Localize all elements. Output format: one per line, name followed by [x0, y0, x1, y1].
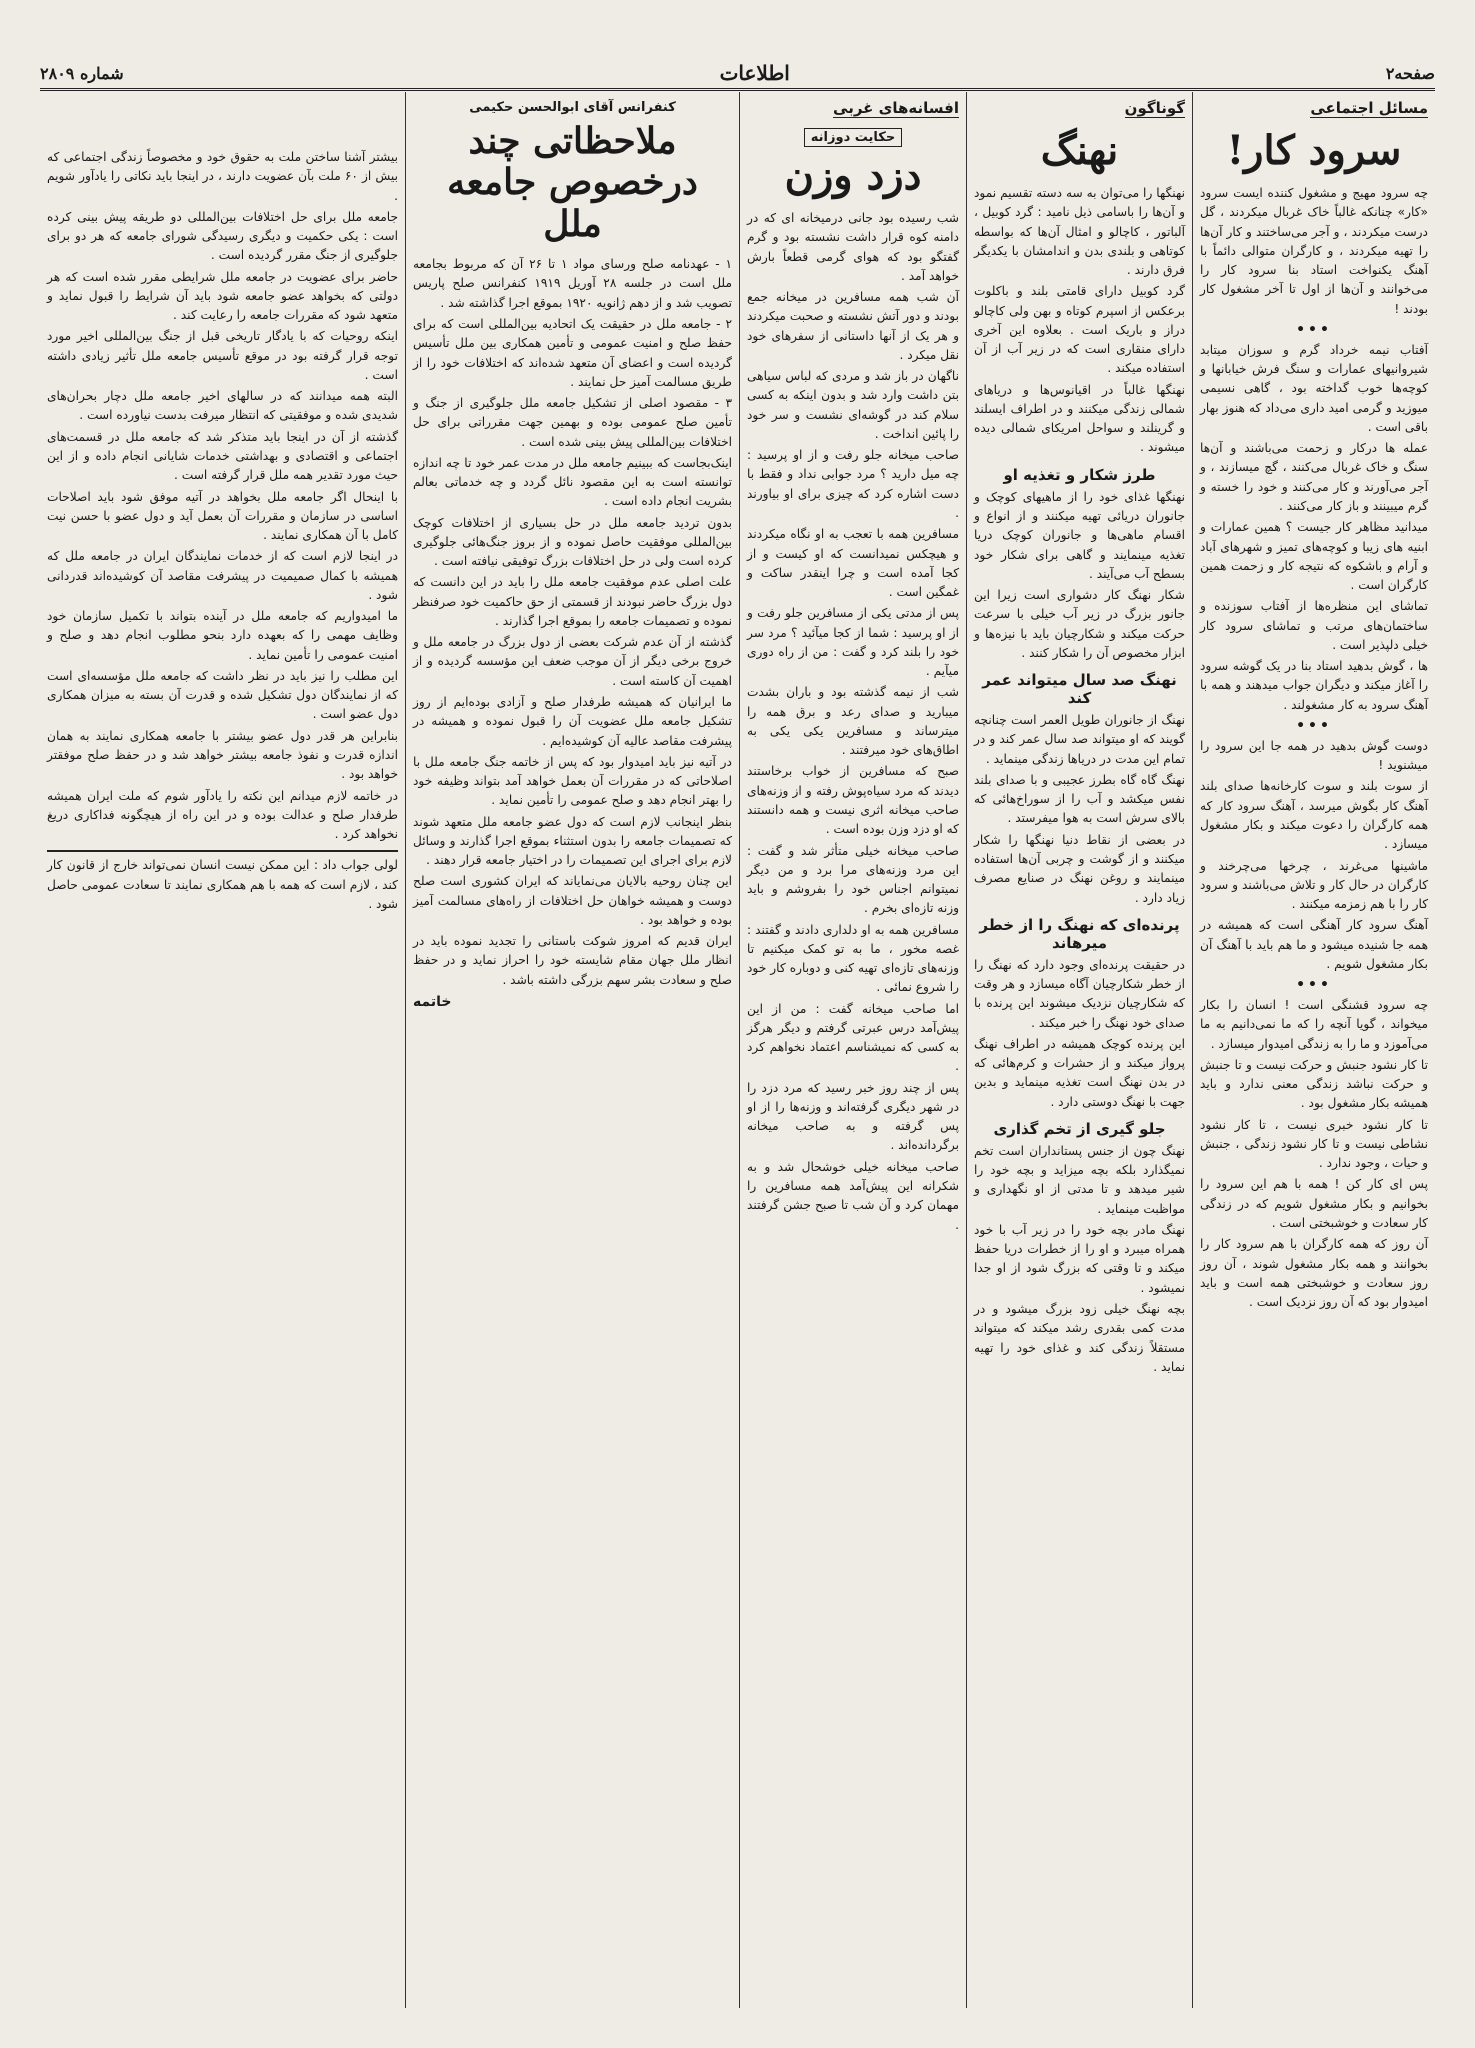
paragraph: آفتاب نیمه خرداد گرم و سوزان میتابد شیروانیهای عمارات و سنگ فرش خیابانها و کوچه‌ها خوب گداخته بود ، گاهی نسیمی میوزید و گرمی امید داری می‌داد که هنوز بهار باقی است . [1200, 342, 1428, 434]
paragraph: نهنگها را می‌توان به سه دسته تقسیم نمود و آن‌ها را باسامی ذیل نامید : گرد کوبیل ، آلباتور ، کاچالو و امثال آن‌ها که بواسطه کوتاهی و بلندی بدن و اندامشان با یکدیگر فرق دارند . [974, 186, 1185, 278]
paragraph: این چنان روحیه بالایان می‌نمایاند که ایران کشوری است صلح دوست و همیشه خواهان حل اختلافات از راه‌های مسالمت آمیز بوده و خواهد بود . [413, 874, 732, 927]
paragraph: بنابراین هر قدر دول عضو بیشتر با جامعه همکاری نمایند به همان اندازه قدرت و نفوذ جامعه بیشتر خواهد شد و در حفظ صلح موفقتر خواهد بود . [47, 728, 398, 782]
paragraph: عمله ها درکار و زحمت می‌باشند و آن‌ها سنگ و خاک غربال می‌کنند ، گچ میسازند ، و آجر می‌آورند و کار می‌کنند و خود را خسته و گرم میبینند و باز کار می‌کنند . [1200, 441, 1428, 513]
headline-nahang: نهنگ [1040, 127, 1119, 174]
paragraph: در اینجا لازم است که از خدمات نمایندگان ایران در جامعه ملل که همیشه با کمال صمیمیت در پیشرفت مقاصد آن کوشیده‌اند قدردانی شود . [47, 549, 398, 602]
paragraph: شب از نیمه گذشته بود و باران بشدت میبارید و صدای رعد و برق همه را میترساند و مسافرین یکی یکی به اطاق‌های خود میرفتند . [747, 685, 959, 758]
paragraph: علت اصلی عدم موفقیت جامعه ملل را باید در این دانست که دول بزرگ حاضر نبودند از قسمتی از حق حاکمیت خود صرفنظر نموده و تصمیمات جامعه را بموقع اجرا گذارند . [413, 575, 732, 628]
paragraph: لولی جواب داد : این ممکن نیست انسان نمی‌تواند خارج از قانون کار کند ، لازم است که همه با هم همکاری نمایند تا سعادت عمومی حاصل شود . [47, 858, 398, 911]
separator-stars: ••• [1296, 977, 1332, 994]
paragraph: ۳ - مقصود اصلی از تشکیل جامعه ملل جلوگیری از جنگ و تأمین صلح عمومی بوده و بهمین جهت مقرراتی برای حل اختلافات بین‌المللی پیش بینی شده است . [413, 396, 732, 449]
paragraph: نهنگها غالباً در اقیانوس‌ها و دریاهای شمالی زندگی میکنند و در اطراف ایسلند و گرینلند و سواحل امریکای شمالی دیده میشوند . [974, 382, 1185, 455]
paragraph: گرد کوبیل دارای قامتی بلند و باکلوت برعکس از اسپرم کوتاه و بهن ولی کاچالو دراز و باریک است . بعلاوه این آخری دارای منقاری است که در زیر آب از آن استفاده میکند . [974, 284, 1185, 376]
paragraph: در خاتمه لازم میدانم این نکته را یادآور شوم که ملت ایران همیشه طرفدار صلح و عدالت بوده و در این راه از هیچگونه فداکاری دریغ نخواهد کرد . [47, 788, 398, 842]
continued-story-box [47, 850, 398, 914]
paragraph: ها ، گوش بدهید استاد بنا در یک گوشه سرود را آغاز میکند و دیگران جواب میدهند و همه با آهنگ سرود به کار مشغولند . [1200, 659, 1428, 712]
paragraph: این مطلب را نیز باید در نظر داشت که جامعه ملل مؤسسه‌ای است که از نمایندگان دول تشکیل شده و قدرت آن بسته به میزان همکاری دول عضو است . [47, 668, 398, 722]
paragraph: تا کار نشود جنبش و حرکت نیست و تا جنبش و حرکت نباشد زندگی معنی ندارد و باید همیشه بکار مشغول بود . [1200, 1057, 1428, 1111]
paragraph: ۲ - جامعه ملل در حقیقت یک اتحادیه بین‌المللی است که برای حفظ صلح و امنیت عمومی و تأمین همکاری بین ملل تأسیس گردیده است و اعضای آن متعهد شده‌اند که اختلافات خود را از طریق مسالمت آمیز حل نمایند . [413, 316, 732, 389]
paragraph: بدون تردید جامعه ملل در حل بسیاری از اختلافات کوچک بین‌المللی موفقیت حاصل نموده و از بروز جنگ‌هائی جلوگیری کرده است ولی در حل اختلافات بزرگ توفیقی نیافته است . [413, 515, 732, 569]
paragraph: پس ای کار کن ! همه با هم این سرود را بخوانیم و بکار مشغول شویم که در زندگی کار سعادت و خوشبختی است . [1200, 1177, 1428, 1231]
paragraph: شب رسیده بود جانی درمیخانه ای که در دامنه کوه قرار داشت نشسته بود و گرم گفتگو بود که هوای گرمی قطعاً بارش خواهد آمد . [747, 211, 959, 283]
paragraph: از سوت بلند و سوت کارخانه‌ها صدای بلند آهنگ کار بگوش میرسد ، آهنگ سرود کار که همه کارگران را دعوت میکند و بکار مشغول میسازد . [1200, 779, 1428, 852]
column-league-of-nations-b [40, 92, 405, 2008]
paragraph: میدانید مظاهر کار جیست ؟ همین عمارات و ابنیه های زیبا و کوچه‌های تمیز و شهرهای آباد و آرام و باشکوه که نتیجه کار و زحمت همین کارگران است . [1200, 520, 1428, 593]
paragraph: آهنگ سرود کار آهنگی است که همیشه در همه جا شنیده میشود و ما هم باید با آهنگ آن بکار مشغول شویم . [1200, 918, 1428, 971]
paragraph: اما صاحب میخانه گفت : من از این پیش‌آمد درس عبرتی گرفتم و دیگر هرگز به کسی که نمیشناسم اعتماد نخواهم کرد . [747, 1001, 959, 1074]
paragraph: شکار نهنگ کار دشواری است زیرا این جانور بزرگ در زیر آب خیلی با سرعت حرکت میکند و شکارچیان باید با نیزه‌ها و ابزار مخصوص آن را شکار کنند . [974, 588, 1185, 660]
paragraph: اینکه روحیات که با یادگار تاریخی قبل از جنگ بین‌المللی اخیر مورد توجه قرار گرفته بود در موقع تأسیس جامعه ملل تأثیر زیادی داشته است . [47, 329, 398, 382]
column-social-issues [1192, 92, 1435, 2008]
page-number: صفحه۲ [1385, 63, 1435, 83]
paragraph: تماشای این منظره‌ها از آفتاب سوزنده و ساختمان‌های مرتب و تماشای سرود کار خیلی دلپذیر است . [1200, 599, 1428, 652]
subheading: پرنده‌ای که نهنگ را از خطر میرهاند [979, 915, 1180, 952]
paragraph: پس از چند روز خبر رسید که مرد دزد را در شهر دیگری گرفته‌اند و وزنه‌ها را از او پس گرفته و به صاحب میخانه برگردانده‌اند . [747, 1080, 959, 1153]
paragraph: صبح که مسافرین از خواب برخاستند دیدند که مرد سیاه‌پوش رفته و از وزنه‌های صاحب میخانه اثری نیست و همه دانستند که او دزد وزن بوده است . [747, 764, 959, 837]
newspaper-name: اطلاعات [719, 61, 790, 85]
paragraph: ایران قدیم که امروز شوکت باستانی را تجدید نموده باید در انظار ملل جهان مقام شایسته خود را احراز نماید و در حفظ صلح و سعادت بشر سهم بزرگی داشته باشد . [413, 934, 732, 987]
byline: کنفرانس آقای ابوالحسن حکیمی [469, 100, 676, 115]
subheading: نهنگ صد سال میتواند عمر کند [982, 671, 1177, 708]
paragraph: گذشته از آن عدم شرکت بعضی از دول بزرگ در جامعه ملل و خروج برخی دیگر از آن موجب ضعف این مؤسسه گردیده و از اهمیت آن کاسته است . [413, 635, 732, 688]
column-miscellaneous [966, 92, 1192, 2008]
paragraph: چه سرود قشنگی است ! انسان را بکار میخواند ، گویا آنچه را که ما نمی‌دانیم به ما می‌آموزد و ما را به زندگی امیدوار میسازد . [1200, 998, 1428, 1051]
paragraph: نهنگ از جانوران طویل العمر است چنانچه گویند که او میتواند صد سال عمر کند و در تمام این مدت در دریاها زندگی مینماید . [974, 713, 1185, 766]
paragraph: چه سرود مهیج و مشغول کننده ایست سرود «کار» چنانکه غالباً خاک غربال میکردند ، گل درست میکردند ، و آجر می‌ساختند و کار آن‌ها را تهیه میکردند ، و کارگران متوالی دائماً با آهنگ یکنواخت استاد بنا سرود کار را می‌خوانند و آن‌ها از اول تا آخر مشغول کار بودند ! [1200, 186, 1428, 316]
separator-stars: ••• [1296, 717, 1332, 734]
subheading: جلو گیری از تخم گذاری [993, 1119, 1166, 1138]
column-league-of-nations-a [405, 92, 739, 2008]
section-tag: گوناگون [1124, 99, 1185, 117]
columns [40, 92, 1435, 2008]
paragraph: اینک‌بجاست که ببینیم جامعه ملل در مدت عمر خود تا چه اندازه توانسته است به این مقصود نائل گردد و چه خدماتی بعالم بشریت انجام داده است . [413, 455, 732, 509]
paragraph: دوست گوش بدهید در همه جا این سرود را میشنوید ! [1200, 738, 1428, 773]
paragraph: آن شب همه مسافرین در میخانه جمع بودند و دور آتش نشسته و صحبت میکردند و هر یک از آنها داستانی از سفرهای خود نقل میکرد . [747, 290, 959, 362]
paragraph: در آتیه نیز باید امیدوار بود که پس از خاتمه جنگ جامعه ملل با اصلاحاتی که در مقررات آن بعمل خواهد آمد بتواند وظیفه خود را بهتر انجام دهد و صلح عمومی را تأمین نماید . [413, 754, 732, 808]
paragraph: در بعضی از نقاط دنیا نهنگها را شکار میکنند و از گوشت و چربی آن‌ها استفاده مینمایند و روغن نهنگ در صنایع مصرف زیاد دارد . [974, 832, 1185, 905]
paragraph: در حقیقت پرنده‌ای وجود دارد که نهنگ را از خطر شکارچیان آگاه میسازد و هر وقت که شکارچیان نزدیک میشوند این پرنده با صدای خود نهنگ را خبر میکند . [974, 957, 1185, 1030]
paragraph: صاحب میخانه خیلی متأثر شد و گفت : این مرد وزنه‌های مرا برد و من دیگر نمیتوانم اجناس خود را بفروشم و باید وزنه تازه‌ای بخرم . [747, 843, 959, 916]
paragraph: گذشته از آن در اینجا باید متذکر شد که جامعه ملل در قسمت‌های اجتماعی و اقتصادی و بهداشتی خدمات شایانی انجام داده و از این حیث مورد تقدیر همه ملل قرار گرفته است . [47, 429, 398, 483]
column-western-tales [739, 92, 966, 2008]
paragraph: ماشینها می‌غرند ، چرخها می‌چرخند و کارگران در حال کار و تلاش می‌باشند و سرود کار را با هم زمزمه میکنند . [1200, 858, 1428, 912]
paragraph: ناگهان در باز شد و مردی که لباس سیاهی بتن داشت وارد شد و بدون اینکه به کسی سلام کند در گوشه‌ای نشست و سر خود را پائین انداخت . [747, 369, 959, 441]
masthead [40, 58, 1435, 91]
headline-sorood-kar: سرود کار! [1226, 127, 1402, 174]
article-end-mark: خاتمه [413, 994, 452, 1010]
subheading: طرز شکار و تغذیه او [1003, 465, 1156, 484]
paragraph: بنظر اینجانب لازم است که دول عضو جامعه ملل متعهد شوند که تصمیمات جامعه را بدون استثناء بموقع اجرا گذارند و وسائل لازم برای اجرای این تصمیمات را در اختیار جامعه قرار دهند . [413, 814, 732, 868]
paragraph: البته همه میدانند که در سالهای اخیر جامعه ملل دچار بحران‌های شدیدی شده و موفقیتی که انتظار میرفت بدست نیاورده است . [47, 389, 398, 423]
series-label: حکایت دوزانه [804, 128, 902, 147]
paragraph: پس از مدتی یکی از مسافرین جلو رفت و از او پرسید : شما از کجا میآئید ؟ مرد سر خود را بلند کرد و گفت : من از راه دوری میآیم . [747, 606, 959, 679]
paragraph: تا کار نشود خبری نیست ، تا کار نشود نشاطی نیست و تا کار نشود زندگی ، جنبش و حیات ، وجود ندارد . [1200, 1117, 1428, 1171]
paragraph: ۱ - عهدنامه صلح ورسای مواد ۱ تا ۲۶ آن که مربوط بجامعه ملل است در جلسه ۲۸ آوریل ۱۹۱۹ کنفرانس صلح پاریس تصویب شد و از دهم ژانویه ۱۹۲۰ بموقع اجرا گذاشته شد . [413, 257, 732, 310]
paragraph: ما ایرانیان که همیشه طرفدار صلح و آزادی بوده‌ایم از روز تشکیل جامعه ملل عضویت آن را قبول نموده و همیشه در پیشرفت مقاصد عالیه آن کوشیده‌ایم . [413, 695, 732, 748]
paragraph: صاحب میخانه خیلی خوشحال شد و به شکرانه این پیش‌آمد همه مسافرین را مهمان کرد و آن شب تا صبح جشن گرفتند . [747, 1159, 959, 1232]
paragraph: نهنگ چون از جنس پستانداران است تخم نمیگذارد بلکه بچه میزاید و بچه خود را شیر میدهد و تا مدتی از او نگهداری و مواظبت مینماید . [974, 1143, 1185, 1216]
paragraph: مسافرین همه به او دلداری دادند و گفتند : غصه مخور ، ما به تو کمک میکنیم تا وزنه‌های تازه‌ای تهیه کنی و دوباره کار خود را شروع نمائی . [747, 922, 959, 995]
paragraph: نهنگ مادر بچه خود را در زیر آب با خود همراه میبرد و او را از خطرات دریا حفظ میکند و تا وقتی که بزرگ شود از او جدا نمیشود . [974, 1222, 1185, 1295]
paragraph: صاحب میخانه جلو رفت و از او پرسید : چه میل دارید ؟ مرد جوابی نداد و فقط با دست اشاره کرد که چیزی برای او بیاورند . [747, 448, 959, 520]
separator-stars: ••• [1296, 321, 1332, 338]
section-tag: مسائل اجتماعی [1310, 99, 1428, 117]
paragraph: آن روز که همه کارگران با هم سرود کار را بخوانند و همه بکار مشغول شوند ، آن روز روز سعادت و خوشبختی همه است و باید امیدوار بود که آن روز نزدیک است . [1200, 1237, 1428, 1310]
paragraph: نهنگها غذای خود را از ماهیهای کوچک و جانوران دریائی تهیه میکنند و از انواع و اقسام ماهی‌ها و جانوران کوچک دریا تغذیه مینمایند و گاهی برای شکار خود بسطح آب می‌آیند . [974, 489, 1185, 581]
section-tag: افسانه‌های غربی [833, 99, 959, 117]
headline-league-of-nations: ملاحظاتی چند درخصوص جامعه ملل [447, 120, 698, 245]
issue-number: شماره ۲۸۰۹ [40, 63, 124, 83]
headline-dozd-vazn: دزد وزن [784, 152, 922, 199]
paragraph: این پرنده کوچک همیشه در اطراف نهنگ پرواز میکند و از حشرات و کرم‌هائی که در بدن نهنگ است تغذیه مینماید و بدین جهت با نهنگ دوستی دارد . [974, 1036, 1185, 1109]
paragraph: با اینحال اگر جامعه ملل بخواهد در آتیه موفق شود باید اصلاحات اساسی در سازمان و مقررات آن بعمل آید و دول عضو با حسن نیت کامل با آن همکاری نمایند . [47, 489, 398, 543]
paragraph: حاضر برای عضویت در جامعه ملل شرایطی مقرر شده است که هر دولتی که بخواهد عضو جامعه شود باید آن شرایط را قبول نماید و متعهد شود که مقررات جامعه را رعایت کند . [47, 269, 398, 323]
paragraph: بیشتر آشنا ساختن ملت به حقوق خود و مخصوصاً زندگی اجتماعی که بیش از ۶۰ ملت بآن عضویت دارند ، در اینجا باید نکاتی را یادآور شویم . [47, 150, 398, 203]
paragraph: بچه نهنگ خیلی زود بزرگ میشود و در مدت کمی بقدری رشد میکند که میتواند مستقلاً زندگی کند و غذای خود را تهیه نماید . [974, 1302, 1185, 1374]
paragraph: ما امیدواریم که جامعه ملل در آینده بتواند با تکمیل سازمان خود وظایف مهمی را که بعهده دارد بنحو مطلوب انجام دهد و صلح و امنیت عمومی را تأمین نماید . [47, 609, 398, 662]
paragraph: مسافرین همه با تعجب به او نگاه میکردند و هیچکس نمیدانست که او کیست و از کجا آمده است و چرا اینقدر ساکت و غمگین است . [747, 527, 959, 600]
paragraph: نهنگ گاه گاه بطرز عجیبی و با صدای بلند نفس میکشد و آب را از سوراخ‌هائی که بالای سرش است به هوا میفرستد . [974, 772, 1185, 826]
paragraph: جامعه ملل برای حل اختلافات بین‌المللی دو طریقه پیش بینی کرده است : یکی حکمیت و دیگری رسیدگی شورای جامعه که هر دو برای جلوگیری از جنگ مقرر گردیده است . [47, 209, 398, 263]
